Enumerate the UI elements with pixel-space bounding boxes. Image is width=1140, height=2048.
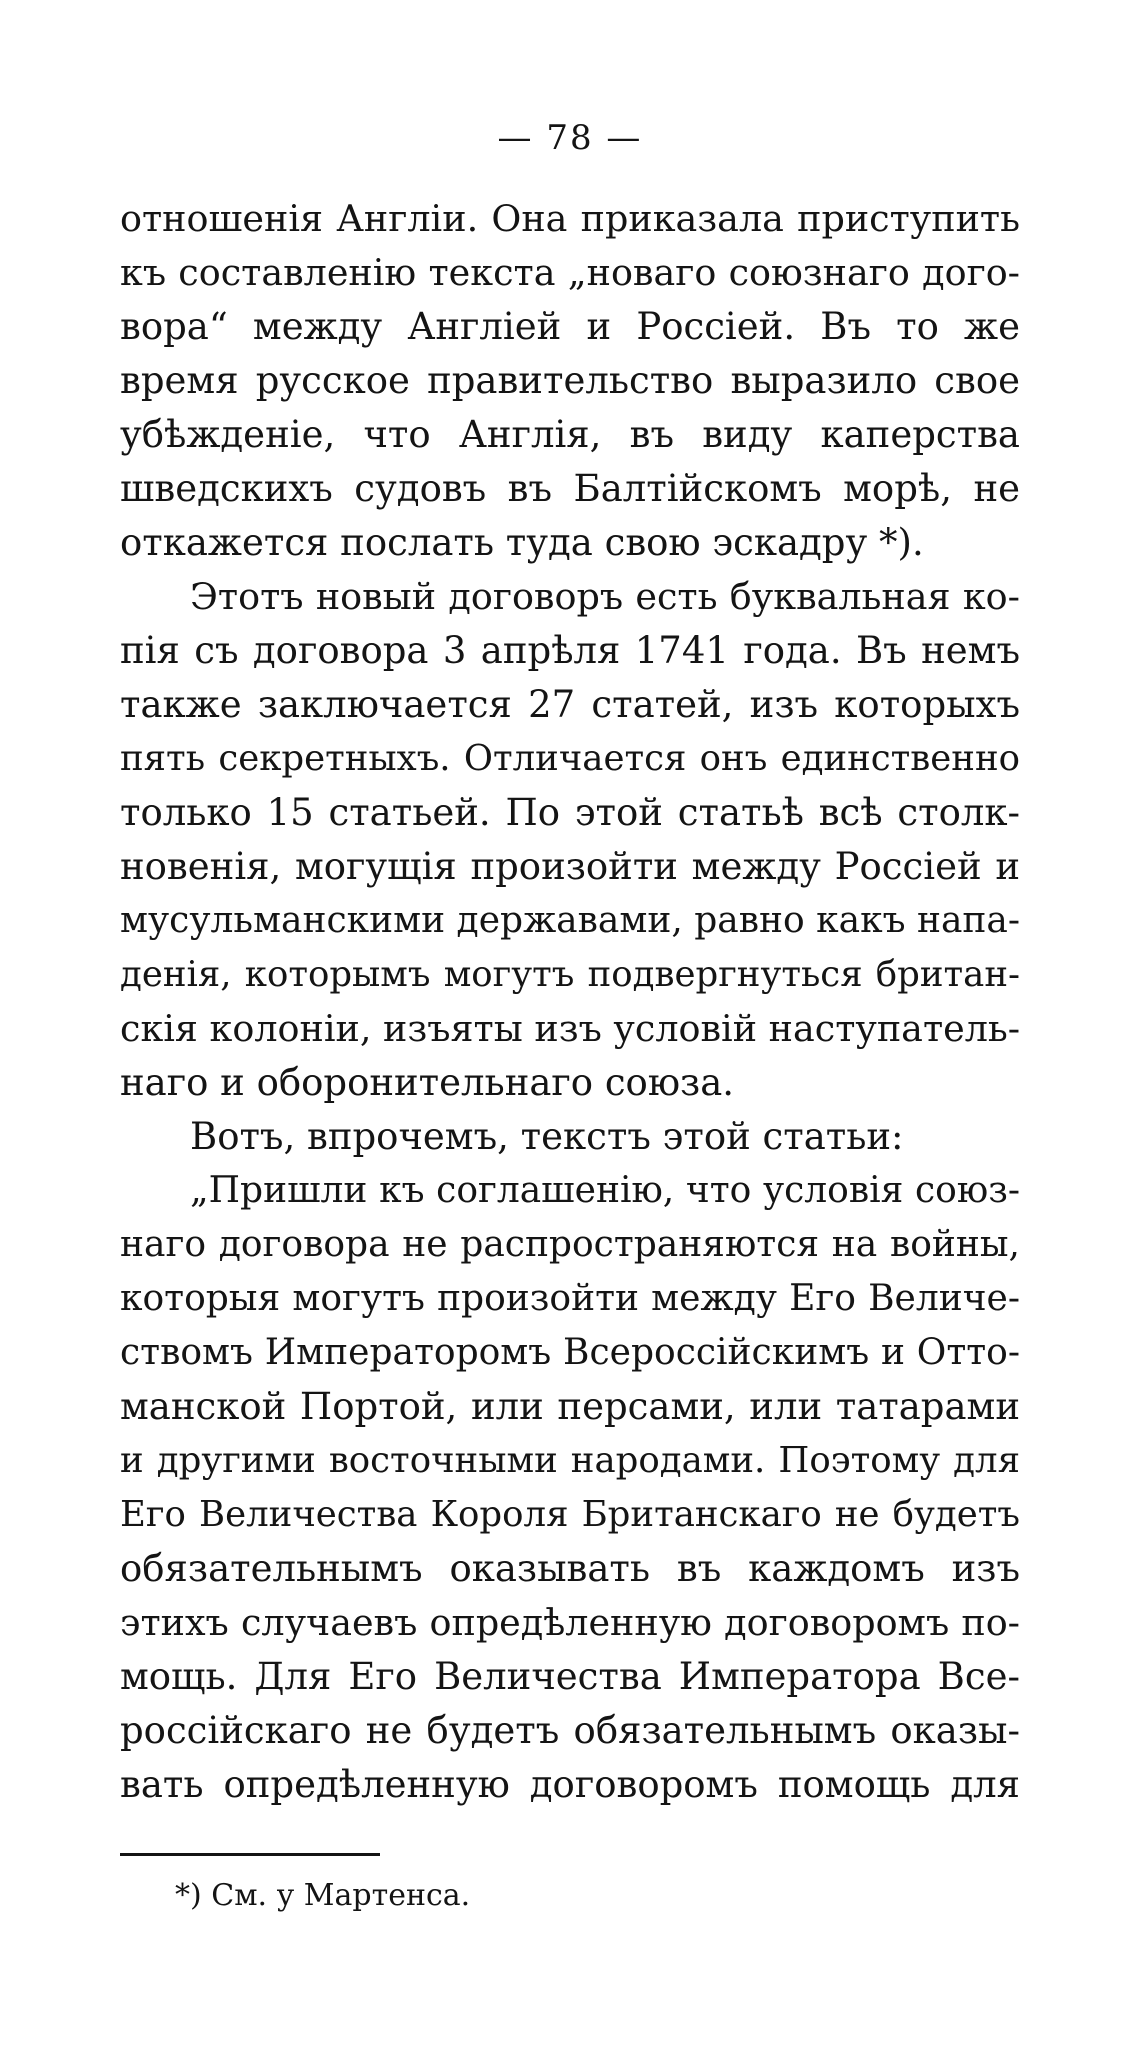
text-line: убѣжденіе, что Англія, въ виду каперства [120, 413, 1020, 456]
text-line: вать опредѣленную договоромъ помощь для [120, 1763, 1020, 1806]
paragraph [120, 1110, 1020, 1164]
text-line: Вотъ, впрочемъ, текстъ этой статьи: [190, 1115, 904, 1158]
text-line: только 15 статьей. По этой статьѣ всѣ столк- [120, 791, 1020, 834]
text-line: къ составленію текста „новаго союзнаго дого- [120, 251, 1020, 294]
text-line: вора“ между Англіей и Россіей. Въ то же [120, 305, 1020, 348]
paragraph [120, 1164, 1020, 1812]
text-line: россійскаго не будетъ обязательнымъ оказы- [120, 1709, 1020, 1752]
text-line: отношенія Англіи. Она приказала приступить [120, 197, 1020, 240]
text-line: пять секретныхъ. Отличается онъ единственно [120, 738, 1020, 779]
text-line: этихъ случаевъ опредѣленную договоромъ по- [120, 1601, 1020, 1644]
text-line: мусульманскими державами, равно какъ напа- [120, 900, 1020, 941]
page-number: — 78 — [497, 118, 643, 158]
text-line: денія, которымъ могутъ подвергнуться британ- [120, 954, 1020, 995]
text-line: скія колоніи, изъяты изъ условій наступатель- [120, 1007, 1020, 1050]
text-line: шведскихъ судовъ въ Балтійскомъ морѣ, не [120, 467, 1020, 510]
text-line: которыя могутъ произойти между Его Величе- [120, 1278, 1020, 1319]
footnote: *) См. у Мартенса. [175, 1878, 471, 1913]
text-line: новенія, могущія произойти между Россіей и [120, 845, 1020, 888]
text-line: обязательнымъ оказывать въ каждомъ изъ [120, 1547, 1020, 1590]
text-line: Этотъ новый договоръ есть буквальная ко- [190, 575, 1020, 618]
footnote-divider [120, 1853, 380, 1856]
text-line: мощь. Для Его Величества Императора Все- [120, 1655, 1020, 1698]
text-line: Его Величества Короля Британскаго не будетъ [120, 1494, 1020, 1535]
text-line: наго договора не распространяются на войны, [120, 1224, 1020, 1265]
body-text [120, 192, 1020, 1812]
paragraph [120, 570, 1020, 1110]
text-line: откажется послать туда свою эскадру *). [120, 521, 924, 564]
text-line: манской Портой, или персами, или татарами [120, 1385, 1020, 1428]
paragraph [120, 192, 1020, 570]
text-line: время русское правительство выразило свое [120, 359, 1020, 402]
text-line: пія съ договора 3 апрѣля 1741 года. Въ немъ [120, 629, 1020, 672]
text-line: также заключается 27 статей, изъ которыхъ [120, 683, 1020, 726]
text-line: „Пришли къ соглашенію, что условія союз- [190, 1170, 1020, 1211]
text-line: ствомъ Императоромъ Всероссійскимъ и Отто- [120, 1332, 1020, 1373]
text-line: наго и оборонительнаго союза. [120, 1061, 735, 1104]
text-line: и другими восточными народами. Поэтому для [120, 1440, 1020, 1481]
